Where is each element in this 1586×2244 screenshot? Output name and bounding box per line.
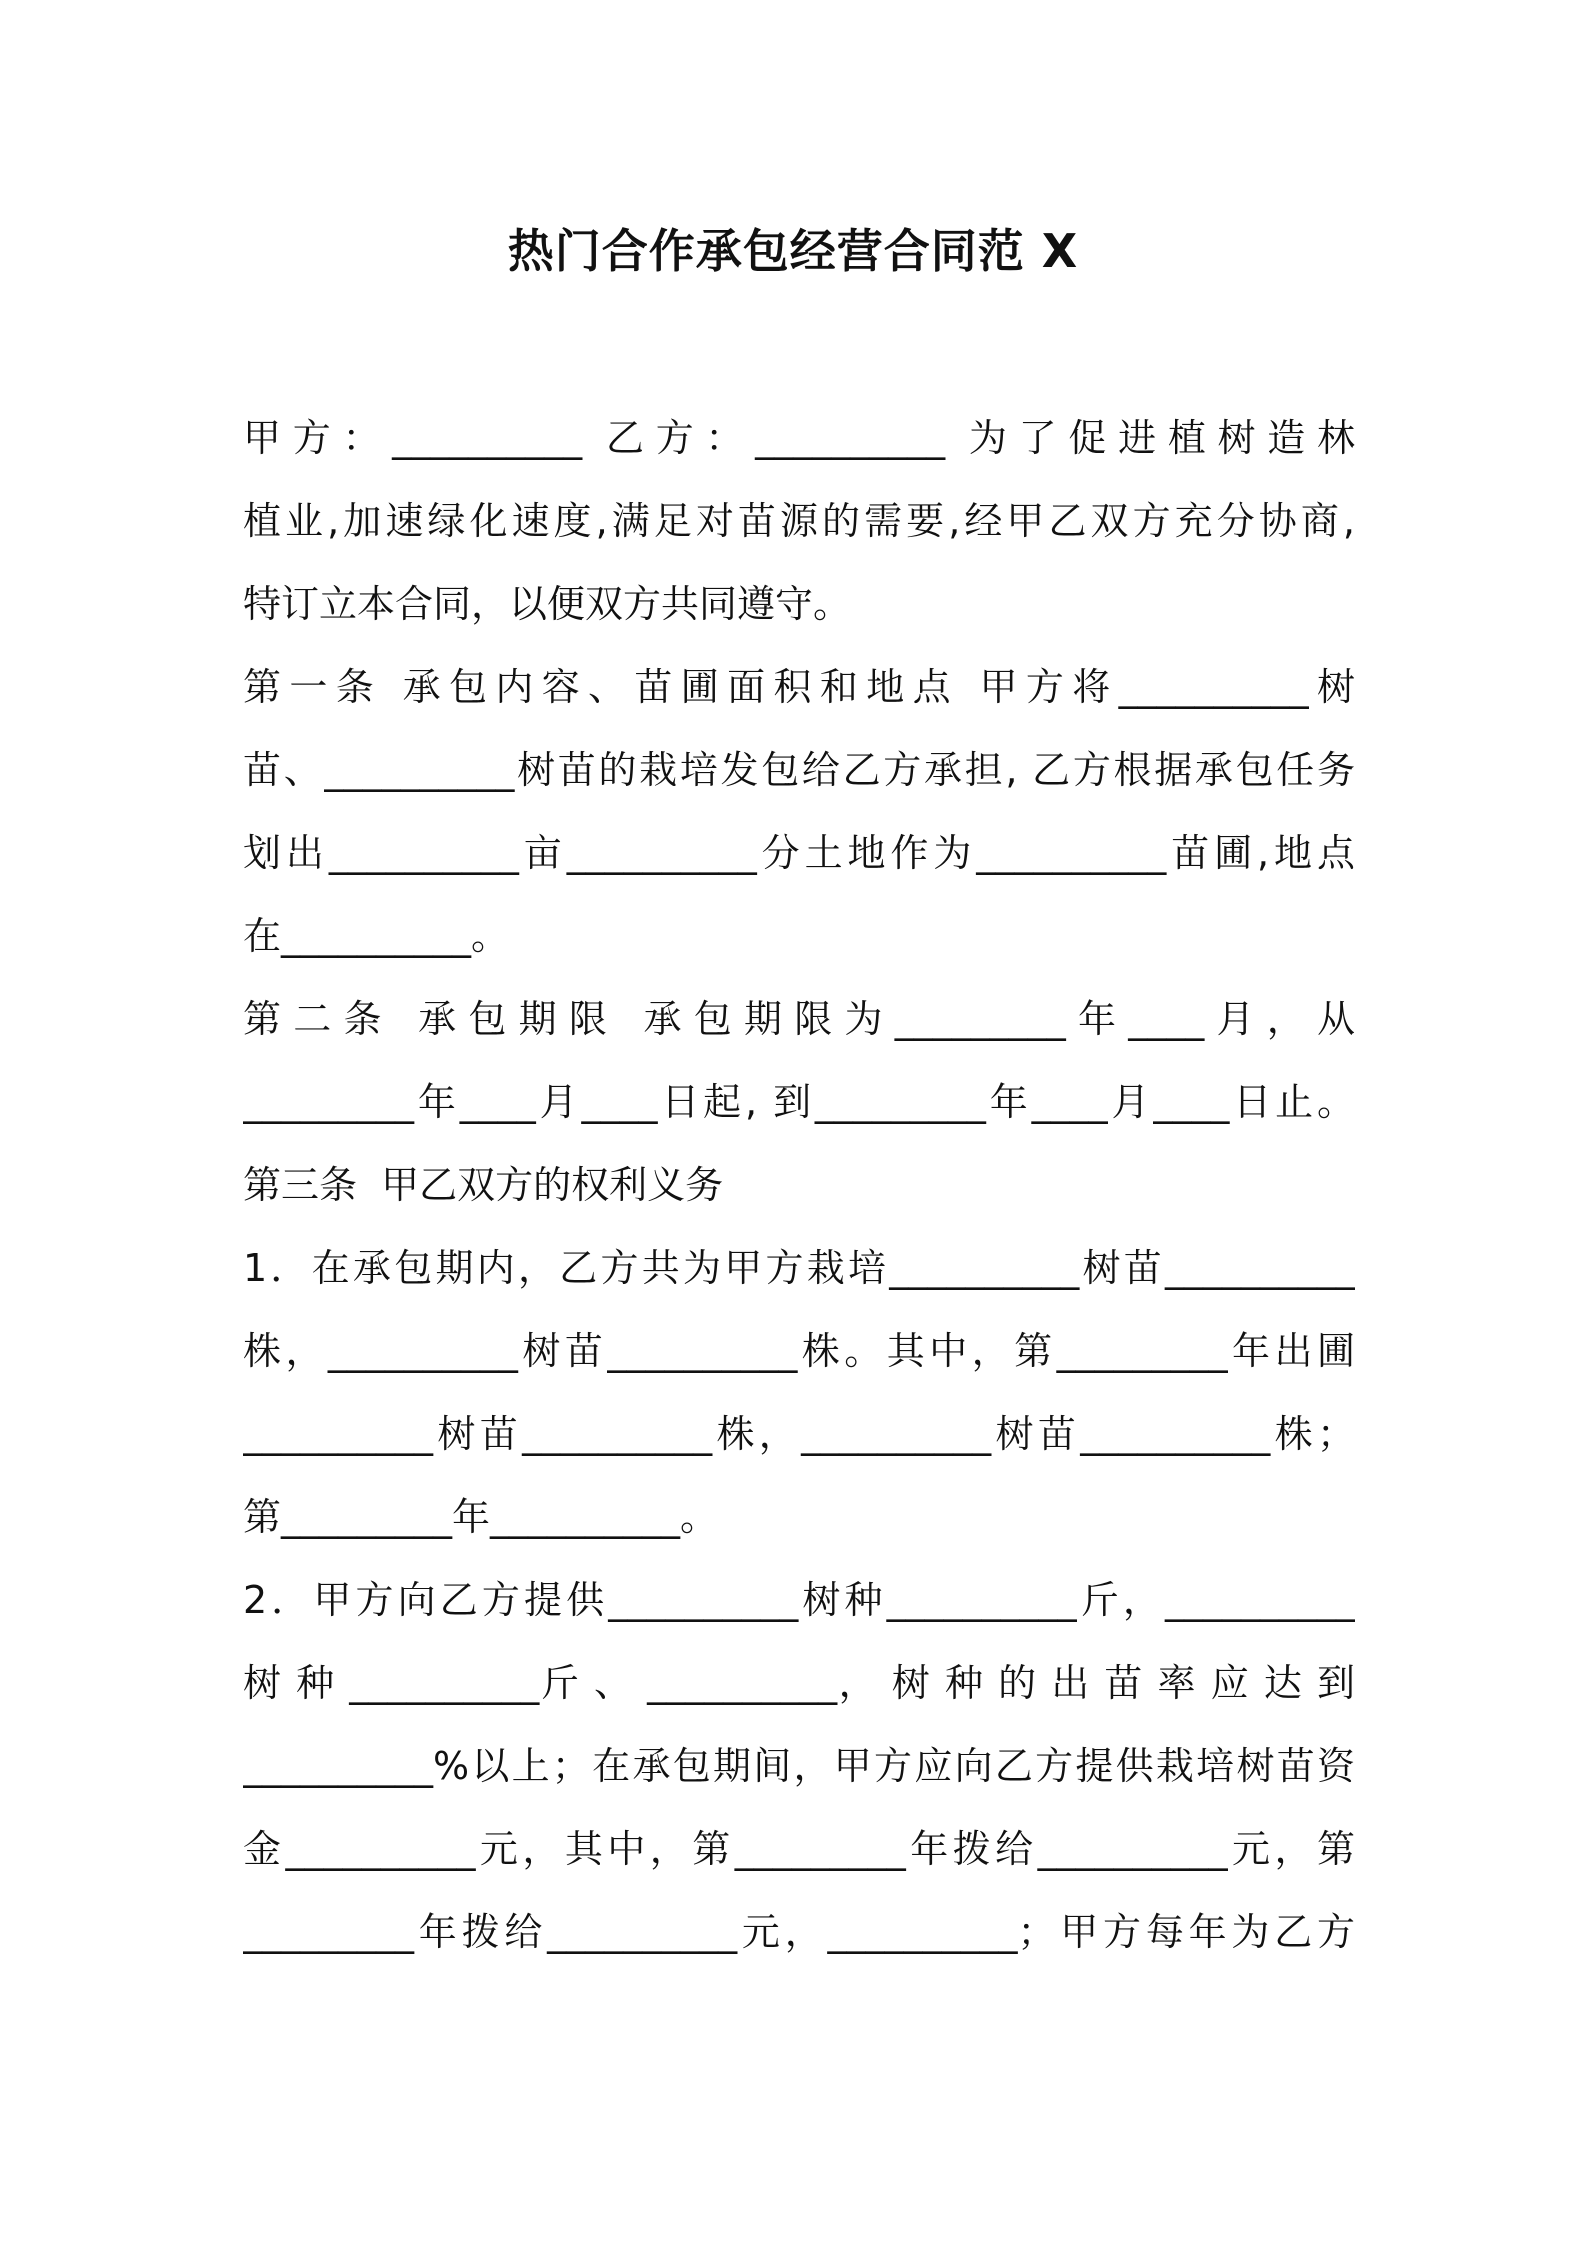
paragraph-line: 苗、__________树苗的栽培发包给乙方承担, 乙方根据承包任务 bbox=[243, 748, 1355, 792]
paragraph-line: 树 种 __________斤 、 __________， 树 种 的 出 苗 率 应 达 到 bbox=[243, 1661, 1355, 1705]
clause-heading-line: 第二条 承包期限 承包期限为_________年____月，从 bbox=[243, 997, 1355, 1041]
paragraph-line: 株，__________树苗__________株。其中，第_________年出圃 bbox=[243, 1329, 1355, 1373]
clause-heading-line: 第一条 承包内容、苗圃面积和地点 甲方将__________树 bbox=[243, 665, 1355, 709]
paragraph-line: 金__________元，其中，第_________年拨给__________元，第 bbox=[243, 1827, 1355, 1871]
paragraph-line: 1．在承包期内，乙方共为甲方栽培__________树苗__________ bbox=[243, 1246, 1355, 1290]
document-title: 热门合作承包经营合同范 X bbox=[507, 224, 1079, 278]
paragraph-line: __________%以上；在承包期间，甲方应向乙方提供栽培树苗资 bbox=[243, 1744, 1355, 1788]
paragraph-line: 特订立本合同，以便双方共同遵守。 bbox=[243, 582, 852, 626]
paragraph-line: 在__________。 bbox=[243, 914, 510, 958]
paragraph-line: 第_________年__________。 bbox=[243, 1495, 719, 1539]
paragraph-line: 植业,加速绿化速度,满足对苗源的需要,经甲乙双方充分协商, bbox=[243, 499, 1355, 543]
paragraph-line: __________树苗__________株，__________树苗__________株； bbox=[243, 1412, 1355, 1456]
paragraph-line: 划出__________亩__________分土地作为__________苗圃,地点 bbox=[243, 831, 1355, 875]
paragraph-line: 甲方：__________ 乙方：__________ 为了促进植树造林 bbox=[243, 416, 1355, 460]
paragraph-line: _________年____月____日起, 到_________年____月____日止。 bbox=[243, 1080, 1355, 1124]
paragraph-line: 2．甲方向乙方提供__________树种__________斤，__________ bbox=[243, 1578, 1355, 1622]
clause-heading-line: 第三条 甲乙双方的权利义务 bbox=[243, 1163, 724, 1207]
paragraph-line: _________年拨给__________元，__________；甲方每年为乙方 bbox=[243, 1910, 1355, 1954]
